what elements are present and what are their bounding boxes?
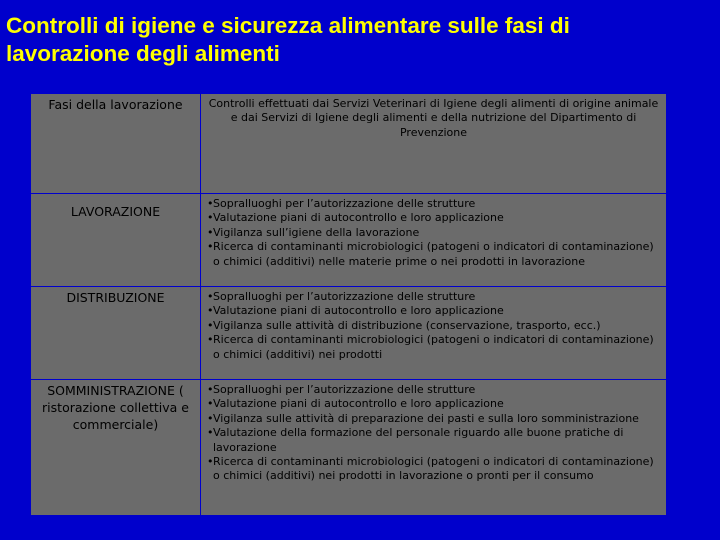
list-item: •Ricerca di contaminanti microbiologici (patogeni o indicatori di contaminazione) o chimici (additivi) nei prodotti [207,333,654,361]
list-item: •Valutazione della formazione del personale riguardo alle buone pratiche di lavorazione [207,426,624,454]
phase-label: LAVORAZIONE [70,204,161,219]
bullet-icon: • [207,333,214,347]
header-controls-cell [201,94,667,194]
list-item: •Ricerca di contaminanti microbiologici (patogeni o indicatori di contaminazione) o chimici (additivi) nei prodotti in lavorazione o pronti per il consumo [207,455,654,483]
bullet-icon: • [207,211,214,225]
header-phase-cell [31,94,201,194]
bullet-icon: • [207,426,214,440]
list-item: •Sopralluoghi per l’autorizzazione delle strutture [207,197,476,210]
slide-title-line-1: Controlli di igiene e sicurezza alimentare sulle fasi di [6,13,570,38]
list-item: •Valutazione piani di autocontrollo e loro applicazione [207,211,504,225]
phase-label: SOMMINISTRAZIONE ( ristorazione collettiva e commerciale) [42,383,189,432]
controls-list [201,287,666,364]
controls-table [30,93,667,516]
bullet-icon: • [207,290,214,303]
controls-cell [201,380,667,516]
bullet-icon: • [207,383,214,396]
controls-cell [201,287,667,380]
controls-list [201,380,666,486]
table-row [31,287,667,380]
table-row [31,380,667,516]
bullet-icon: • [207,397,214,411]
list-item: •Ricerca di contaminanti microbiologici (patogeni o indicatori di contaminazione) o chimici (additivi) nelle materie prime o nei prodotti in lavorazione [207,240,654,268]
slide-title [6,12,712,68]
table-row [31,194,667,287]
header-controls-label: Controlli effettuati dai Servizi Veterinari di Igiene degli alimenti di origine animale e dai Servizi di Igiene degli alimenti e della nutrizione del Dipartimento di Prevenzione [208,97,659,139]
list-item: •Vigilanza sull’igiene della lavorazione [207,225,420,239]
list-item: •Valutazione piani di autocontrollo e loro applicazione [207,397,504,411]
controls-cell [201,194,667,287]
list-item: •Vigilanza sulle attività di distribuzione (conservazione, trasporto, ecc.) [207,318,601,332]
controls-list [201,194,666,271]
phase-label: DISTRIBUZIONE [66,290,165,305]
slide-title-line-2: lavorazione degli alimenti [6,41,280,66]
list-item: •Valutazione piani di autocontrollo e loro applicazione [207,304,504,318]
table-header-row [31,94,667,194]
phase-cell [31,194,201,287]
header-phase-label: Fasi della lavorazione [48,97,183,112]
phase-cell [31,287,201,380]
bullet-icon: • [207,197,214,210]
bullet-icon: • [207,304,214,318]
list-item: •Sopralluoghi per l’autorizzazione delle strutture [207,290,476,303]
list-item: •Sopralluoghi per l’autorizzazione delle strutture [207,383,476,396]
phase-cell [31,380,201,516]
bullet-icon: • [207,411,214,425]
bullet-icon: • [207,240,214,254]
bullet-icon: • [207,455,214,469]
bullet-icon: • [207,225,214,239]
bullet-icon: • [207,318,214,332]
list-item: •Vigilanza sulle attività di preparazione dei pasti e sulla loro somministrazione [207,411,639,425]
